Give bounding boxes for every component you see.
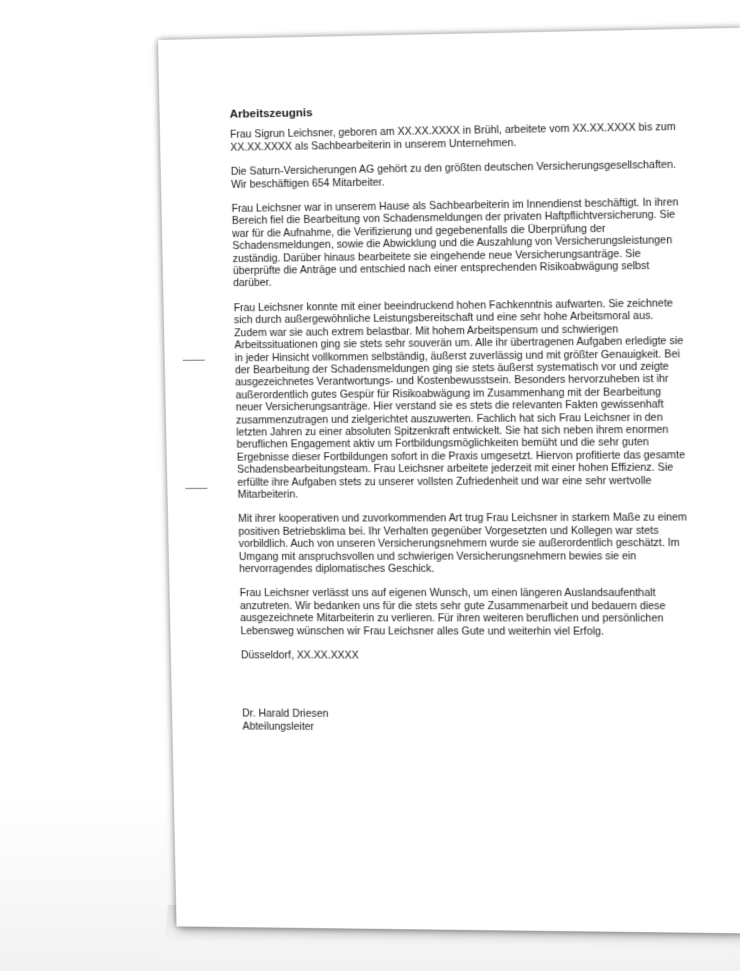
paragraph-intro: Frau Sigrun Leichsner, geboren am XX.XX.XXXX in Brühl, arbeitete vom XX.XX.XXXX bis zum XX.XX.XXXX als Sachbearbeiterin in unserem Unternehmen. [229, 122, 676, 154]
document-body [230, 100, 698, 736]
paragraph-closing: Frau Leichsner verlässt uns auf eigenen Wunsch, um einen längeren Auslandsaufenthalt anzutreten. Wir bedanken uns für die stets sehr gute Zusammenarbeit und bedauern diese ausgezeichnete Mitarbeiterin zu verlieren. Für ihren weiteren beruflichen und persönlichen Lebensweg wünschen wir Frau Leichsner alles Gute und weiterhin viel Erfolg. [239, 588, 666, 638]
document-title: Arbeitszeugnis [229, 107, 313, 121]
paragraph-company: Die Saturn-Versicherungen AG gehört zu den größten deutschen Versicherungsgesellschaften. Wir beschäftigen 654 Mitarbeiter. [230, 159, 677, 191]
document-page [158, 28, 740, 934]
fold-mark [183, 360, 205, 361]
fold-mark [185, 488, 207, 489]
paragraph-duties: Frau Leichsner war in unserem Hause als Sachbearbeiterin im Innendienst beschäftigt. In ihren Bereich fiel die Bearbeitung von Schadensmeldungen der privaten Haftpflichtversicherung. Sie war für die Aufnahme, die Verifizierung und gegebenenfalls die Überprüfung der Schadensmeldungen, sowie die Abwicklung und die Auszahlung von Versicherungsleistungen zuständig. Darüber hinaus bearbeitete sie eingehende neue Versicherungsanträge. Sie überprüfte die Anträge und entschied nach einer entsprechenden Risikoabwägung selbst darüber. [231, 197, 679, 290]
signatory-title: Abteilungsleiter [242, 721, 315, 733]
signatory-name: Dr. Harald Driesen [242, 708, 329, 721]
paragraph-conduct: Mit ihrer kooperativen und zuvorkommenden Art trug Frau Leichsner in starkem Maße zu einem positiven Betriebsklima bei. Ihr Verhalten gegenüber Vorgesetzten und Kollegen war stets vorbildlich. Auch von unseren Versicherungsnehmern wurde sie außerordentlich geschätzt. Im Umgang mit anspruchsvollen und schwierigen Versicherungsnehmern bewies sie ein hervorragendes diplomatisches Geschick. [238, 512, 688, 576]
place-date: Düsseldorf, XX.XX.XXXX [240, 650, 359, 662]
paragraph-performance: Frau Leichsner konnte mit einer beeindruckend hohen Fachkenntnis aufwarten. Sie zeichnete sich durch außergewöhnliche Leistungsbereitschaft und eine sehr hohe Arbeitsmoral aus. Zudem war sie auch extrem belastbar. Mit hohem Arbeitspensum und schwierigen Arbeitssituationen ging sie stets sehr souverän um. Alle ihr übertragenen Aufgaben erledigte sie in jeder Hinsicht vollkommen selbständig, äußerst zuverlässig und mit größter Genauigkeit. Bei der Bearbeitung der Schadensmeldungen ging sie stets äußerst systematisch vor und zeigte ausgezeichnetes Verantwortungs- und Kostenbewusstsein. Besonders hervorzuheben ist ihr außerordentlich gutes Gespür für Risikoabwägung im Zusammenhang mit der Bearbeitung neuer Versicherungsanträge. Hier verstand sie es stets die relevanten Fakten gewissenhaft zusammenzutragen und zielgerichtet auszuwerten. Fachlich hat sich Frau Leichsner in den letzten Jahren zu einer absoluten Spitzenkraft entwickelt. Sie hat sich neben ihrem enormen beruflichen Engagement aktiv um Fortbildungsmöglichkeiten bemüht und die sehr guten Ergebnisse dieser Fortbildungen sofort in die Praxis umgesetzt. Hiervon profitierte das gesamte Schadensbearbeitungsteam. Frau Leichsner arbeitete jederzeit mit einer hohen Effizienz. Sie erfüllte ihre Aufgaben stets zu unserer vollsten Zufriedenheit und war eine sehr wertvolle Mitarbeiterin. [233, 298, 686, 501]
